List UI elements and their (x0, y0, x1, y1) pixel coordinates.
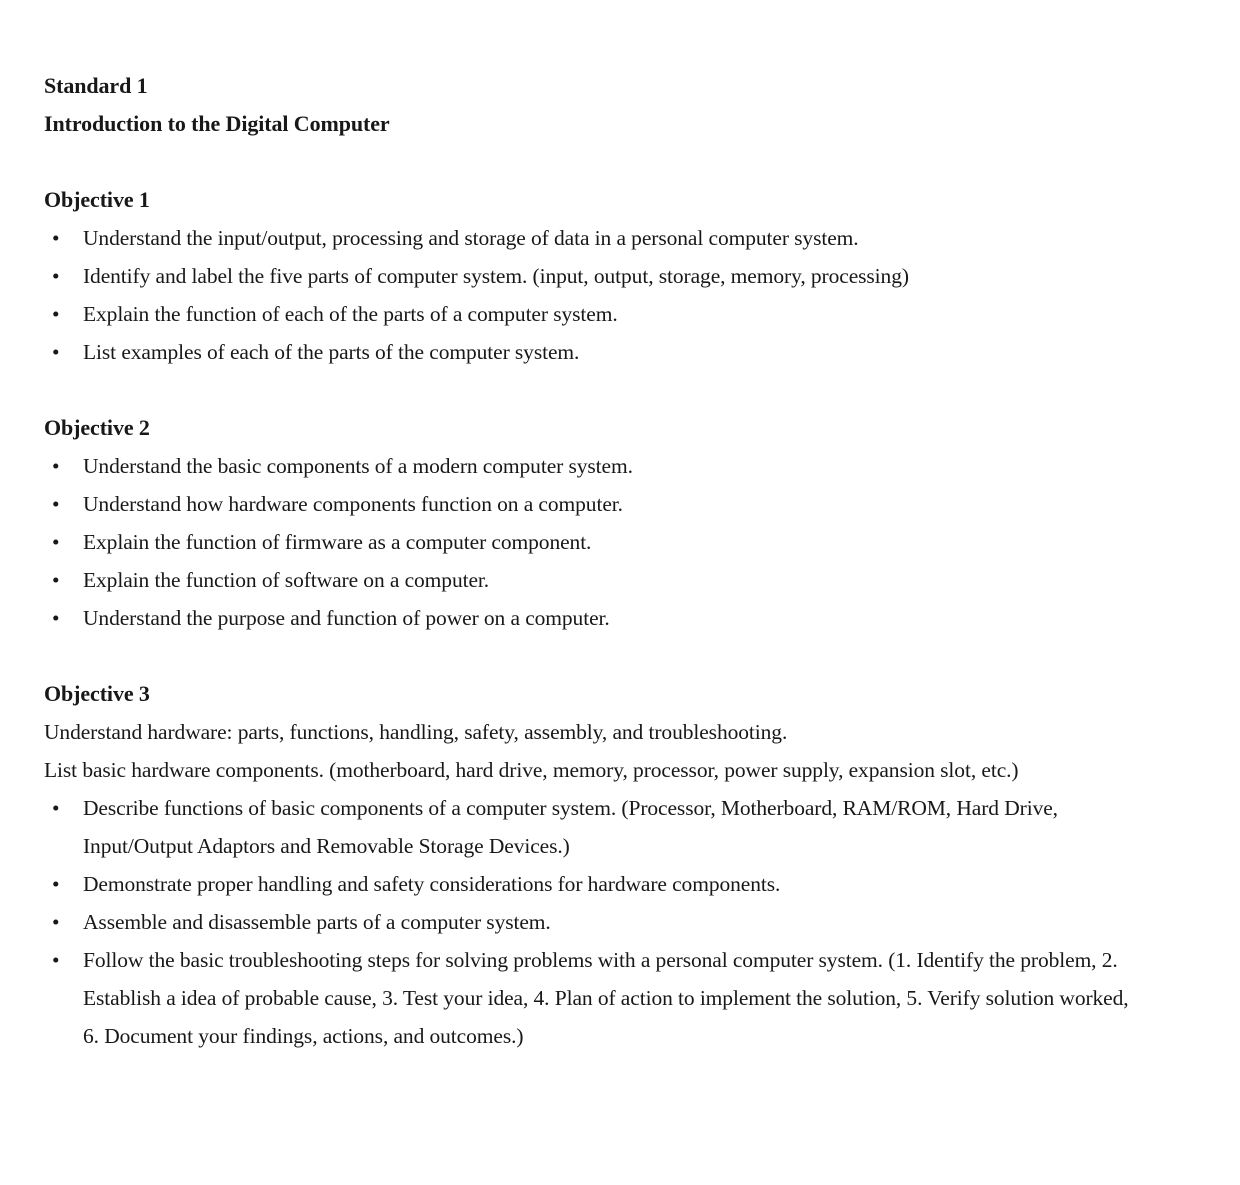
bullet-item: • Understand the basic components of a modern computer system. (44, 447, 1139, 485)
objective-section (44, 181, 1139, 371)
bullet-item: • Understand the input/output, processing and storage of data in a personal computer system. (44, 219, 1139, 257)
bullet-item: • Understand how hardware components function on a computer. (44, 485, 1139, 523)
bullet-item: • Explain the function of firmware as a computer component. (44, 523, 1139, 561)
bullet-list (44, 219, 1139, 371)
objective-section (44, 409, 1139, 637)
bullet-item: • List examples of each of the parts of the computer system. (44, 333, 1139, 371)
bullet-list (44, 789, 1139, 1055)
bullet-item: • Identify and label the five parts of computer system. (input, output, storage, memory, processing) (44, 257, 1139, 295)
section-paragraph: Understand hardware: parts, functions, handling, safety, assembly, and troubleshooting. (44, 720, 788, 744)
section-heading: Objective 3 (44, 681, 150, 706)
document-title-line: Introduction to the Digital Computer (44, 111, 390, 136)
bullet-list (44, 447, 1139, 637)
section-paragraph: List basic hardware components. (motherboard, hard drive, memory, processor, power supply, expansion slot, etc.) (44, 758, 1019, 782)
bullet-item: • Explain the function of each of the parts of a computer system. (44, 295, 1139, 333)
document-title-line: Standard 1 (44, 73, 148, 98)
bullet-item: • Assemble and disassemble parts of a computer system. (44, 903, 1139, 941)
bullet-item: • Demonstrate proper handling and safety considerations for hardware components. (44, 865, 1139, 903)
document-title (44, 67, 1139, 143)
objective-section (44, 675, 1139, 1055)
bullet-item: • Follow the basic troubleshooting steps for solving problems with a personal computer system. (1. Identify the problem, 2. Establish a idea of probable cause, 3. Test your idea, 4. Plan of action to implement the solution, 5. Verify solution worked, 6. Document your findings, actions, and outcomes.) (44, 941, 1139, 1055)
bullet-item: • Describe functions of basic components of a computer system. (Processor, Motherboard, RAM/ROM, Hard Drive, Input/Output Adaptors and Removable Storage Devices.) (44, 789, 1139, 865)
bullet-item: • Explain the function of software on a computer. (44, 561, 1139, 599)
document-content (44, 67, 1139, 1055)
bullet-item: • Understand the purpose and function of power on a computer. (44, 599, 1139, 637)
section-heading: Objective 1 (44, 187, 150, 212)
section-heading: Objective 2 (44, 415, 150, 440)
